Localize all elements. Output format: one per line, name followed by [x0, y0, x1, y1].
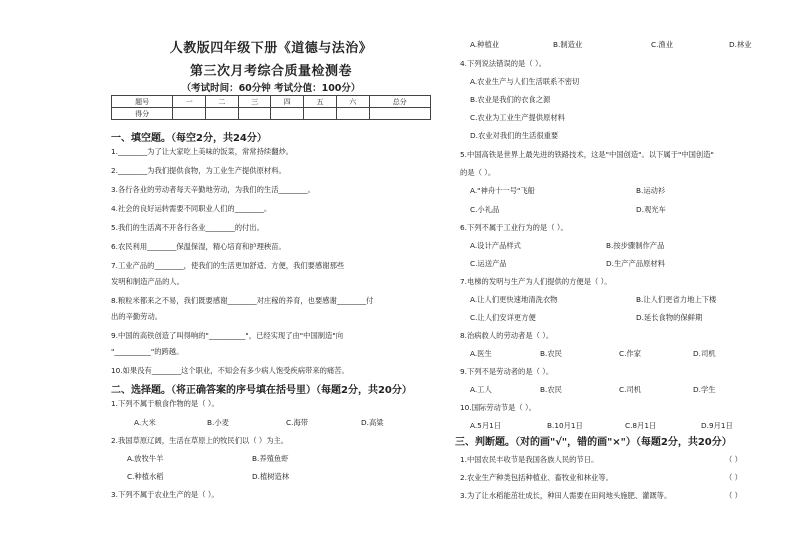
- answer-parentheses[interactable]: （ ）: [725, 491, 742, 500]
- score-cell[interactable]: [271, 108, 304, 120]
- score-header-cell: 题号: [112, 96, 173, 108]
- judge-question: 2.农业生产种类包括种植业、畜牧业和林业等。: [460, 473, 613, 482]
- choice-question-continued: 的是（ ）。: [460, 168, 496, 177]
- score-table-score-row: [112, 108, 431, 120]
- fill-question: 4.社会的良好运转需要不同职业人们的________。: [111, 204, 272, 213]
- choice-option[interactable]: C.作家: [619, 349, 642, 358]
- choice-option[interactable]: C.农业为工业生产提供原材料: [470, 113, 565, 122]
- fill-question-continued: 出的辛勤劳动。: [111, 312, 163, 321]
- score-table: [111, 95, 431, 120]
- score-header-cell: 六: [336, 96, 369, 108]
- choice-option[interactable]: D.高粱: [361, 418, 384, 427]
- fill-question: 3.各行各业的劳动者每天辛勤地劳动，为我们的生活________。: [111, 185, 315, 194]
- choice-question: 4.下列说法错误的是（ ）。: [460, 59, 546, 68]
- choice-option[interactable]: C.渔业: [651, 40, 674, 49]
- choice-option[interactable]: D.延长食物的保鲜期: [636, 313, 703, 322]
- choice-option[interactable]: B.运动衫: [636, 186, 666, 195]
- fill-question: 7.工业产品的________，使我们的生活更加舒适、方便，我们要感谢那些: [111, 261, 345, 270]
- score-header-cell: 一: [173, 96, 206, 108]
- score-table-header-row: [112, 96, 431, 108]
- score-header-cell: 四: [271, 96, 304, 108]
- score-cell[interactable]: [173, 108, 206, 120]
- answer-parentheses[interactable]: （ ）: [725, 455, 742, 464]
- choice-option[interactable]: B.农民: [540, 349, 562, 358]
- choice-option[interactable]: D.观光车: [636, 205, 666, 214]
- choice-option[interactable]: D.植树造林: [252, 472, 290, 481]
- fill-question-continued: "__________"的跨越。: [111, 347, 184, 356]
- choice-option[interactable]: A.让人们更快速地清洗衣物: [470, 295, 558, 304]
- score-row-label: 得分: [112, 108, 173, 120]
- choice-question: 7.电梯的发明与生产为人们提供的方便是（ ）。: [460, 277, 612, 286]
- section1-heading: 一、填空题。（每空2分，共24分）: [111, 133, 267, 144]
- score-cell[interactable]: [304, 108, 337, 120]
- choice-option[interactable]: A.种植业: [470, 40, 500, 49]
- choice-question: 5.中国高铁是世界上最先进的铁路技术，这是"中国创造"。以下属于"中国创造": [460, 150, 714, 159]
- choice-option[interactable]: B.养殖鱼虾: [252, 454, 289, 463]
- choice-question: 6.下列不属于工业行为的是（ ）。: [460, 223, 568, 232]
- score-header-cell: 五: [304, 96, 337, 108]
- fill-question: 8.粮粒米都来之不易，我们既要感谢________对庄稼的养育，也要感谢________付: [111, 296, 374, 305]
- choice-option[interactable]: A.农业生产与人们生活联系不密切: [470, 77, 580, 86]
- choice-question: 1.下列不属于粮食作物的是（ ）。: [111, 399, 219, 408]
- choice-option[interactable]: A.工人: [470, 385, 492, 394]
- fill-question: 9.中国的高铁创造了叫得响的"__________"，已经实现了由"中国制造"向: [111, 331, 343, 340]
- choice-option[interactable]: D.9月1日: [701, 421, 733, 430]
- choice-option[interactable]: C.司机: [619, 385, 642, 394]
- choice-option[interactable]: B.小麦: [207, 418, 229, 427]
- exam-info: （考试时间：60分钟 考试分值：100分）: [181, 83, 361, 94]
- choice-option[interactable]: B.让人们更省力地上下楼: [636, 295, 717, 304]
- exam-subtitle: 第三次月考综合质量检测卷: [189, 64, 352, 79]
- choice-option[interactable]: C.8月1日: [625, 421, 657, 430]
- choice-option[interactable]: C.海带: [286, 418, 309, 427]
- choice-question: 8.治病救人的劳动者是（ ）。: [460, 331, 554, 340]
- fill-question: 5.我们的生活离不开各行各业________的付出。: [111, 223, 264, 232]
- choice-question: 3.下列不属于农业生产的是（ ）。: [111, 490, 219, 499]
- choice-option[interactable]: A.医生: [470, 349, 492, 358]
- answer-parentheses[interactable]: （ ）: [725, 473, 742, 482]
- judge-question: 3.为了让水稻能茁壮成长，种田人需要在田间地头施肥、灌溉等。: [460, 491, 672, 500]
- fill-question: 10.如果没有________这个职业，不知会有多少病人饱受疾病带来的痛苦。: [111, 366, 349, 375]
- choice-question: 9.下列不是劳动者的是（ ）。: [460, 367, 554, 376]
- score-cell[interactable]: [336, 108, 369, 120]
- choice-option[interactable]: A."神舟十一号"飞船: [470, 186, 535, 195]
- choice-option[interactable]: B.10月1日: [547, 421, 583, 430]
- choice-option[interactable]: C.让人们安详更方便: [470, 313, 536, 322]
- score-header-cell: 三: [238, 96, 271, 108]
- choice-question: 10.国际劳动节是（ ）。: [460, 403, 536, 412]
- choice-option[interactable]: B.农业是我们的衣食之源: [470, 95, 551, 104]
- choice-option[interactable]: D.林业: [729, 40, 752, 49]
- choice-option[interactable]: D.农业对我们的生活很重要: [470, 131, 559, 140]
- choice-option[interactable]: B.农民: [540, 385, 562, 394]
- fill-question-continued: 发明和制造产品的人。: [111, 277, 184, 286]
- section3-heading: 三、判断题。（对的画"√"，错的画"×"）（每题2分，共20分）: [455, 437, 732, 448]
- fill-question: 6.农民利用________保温保湿，精心培育和护理秧苗。: [111, 242, 286, 251]
- choice-option[interactable]: B.制造业: [553, 40, 583, 49]
- score-cell[interactable]: [238, 108, 271, 120]
- score-cell[interactable]: [206, 108, 239, 120]
- choice-option[interactable]: C.运送产品: [470, 259, 507, 268]
- choice-option[interactable]: D.司机: [693, 349, 716, 358]
- choice-option[interactable]: A.设计产品样式: [470, 241, 521, 250]
- fill-question: 2.________为我们提供食物，为工业生产提供原材料。: [111, 166, 286, 175]
- exam-title: 人教版四年级下册《道德与法治》: [169, 41, 373, 56]
- choice-question: 2.我国草原辽阔，生活在草原上的牧民们以（ ）为主。: [111, 436, 289, 445]
- judge-question: 1.中国农民丰收节是我国各族人民的节日。: [460, 455, 599, 464]
- score-header-cell: 二: [206, 96, 239, 108]
- score-header-cell: 总分: [369, 96, 430, 108]
- choice-option[interactable]: A.5月1日: [470, 421, 502, 430]
- choice-option[interactable]: A.放牧牛羊: [127, 454, 164, 463]
- choice-option[interactable]: C.种植水稻: [127, 472, 164, 481]
- choice-option[interactable]: C.小礼品: [470, 205, 500, 214]
- fill-question: 1.________为了让大家吃上美味的饭菜，常常持续翻炒。: [111, 147, 294, 156]
- section2-heading: 二、选择题。（将正确答案的序号填在括号里）（每题2分，共20分）: [111, 385, 412, 396]
- choice-option[interactable]: D.生产产品原材料: [606, 259, 666, 268]
- score-cell[interactable]: [369, 108, 430, 120]
- choice-option[interactable]: A.大米: [134, 418, 156, 427]
- choice-option[interactable]: B.按步骤制作产品: [606, 241, 665, 250]
- choice-option[interactable]: D.学生: [693, 385, 716, 394]
